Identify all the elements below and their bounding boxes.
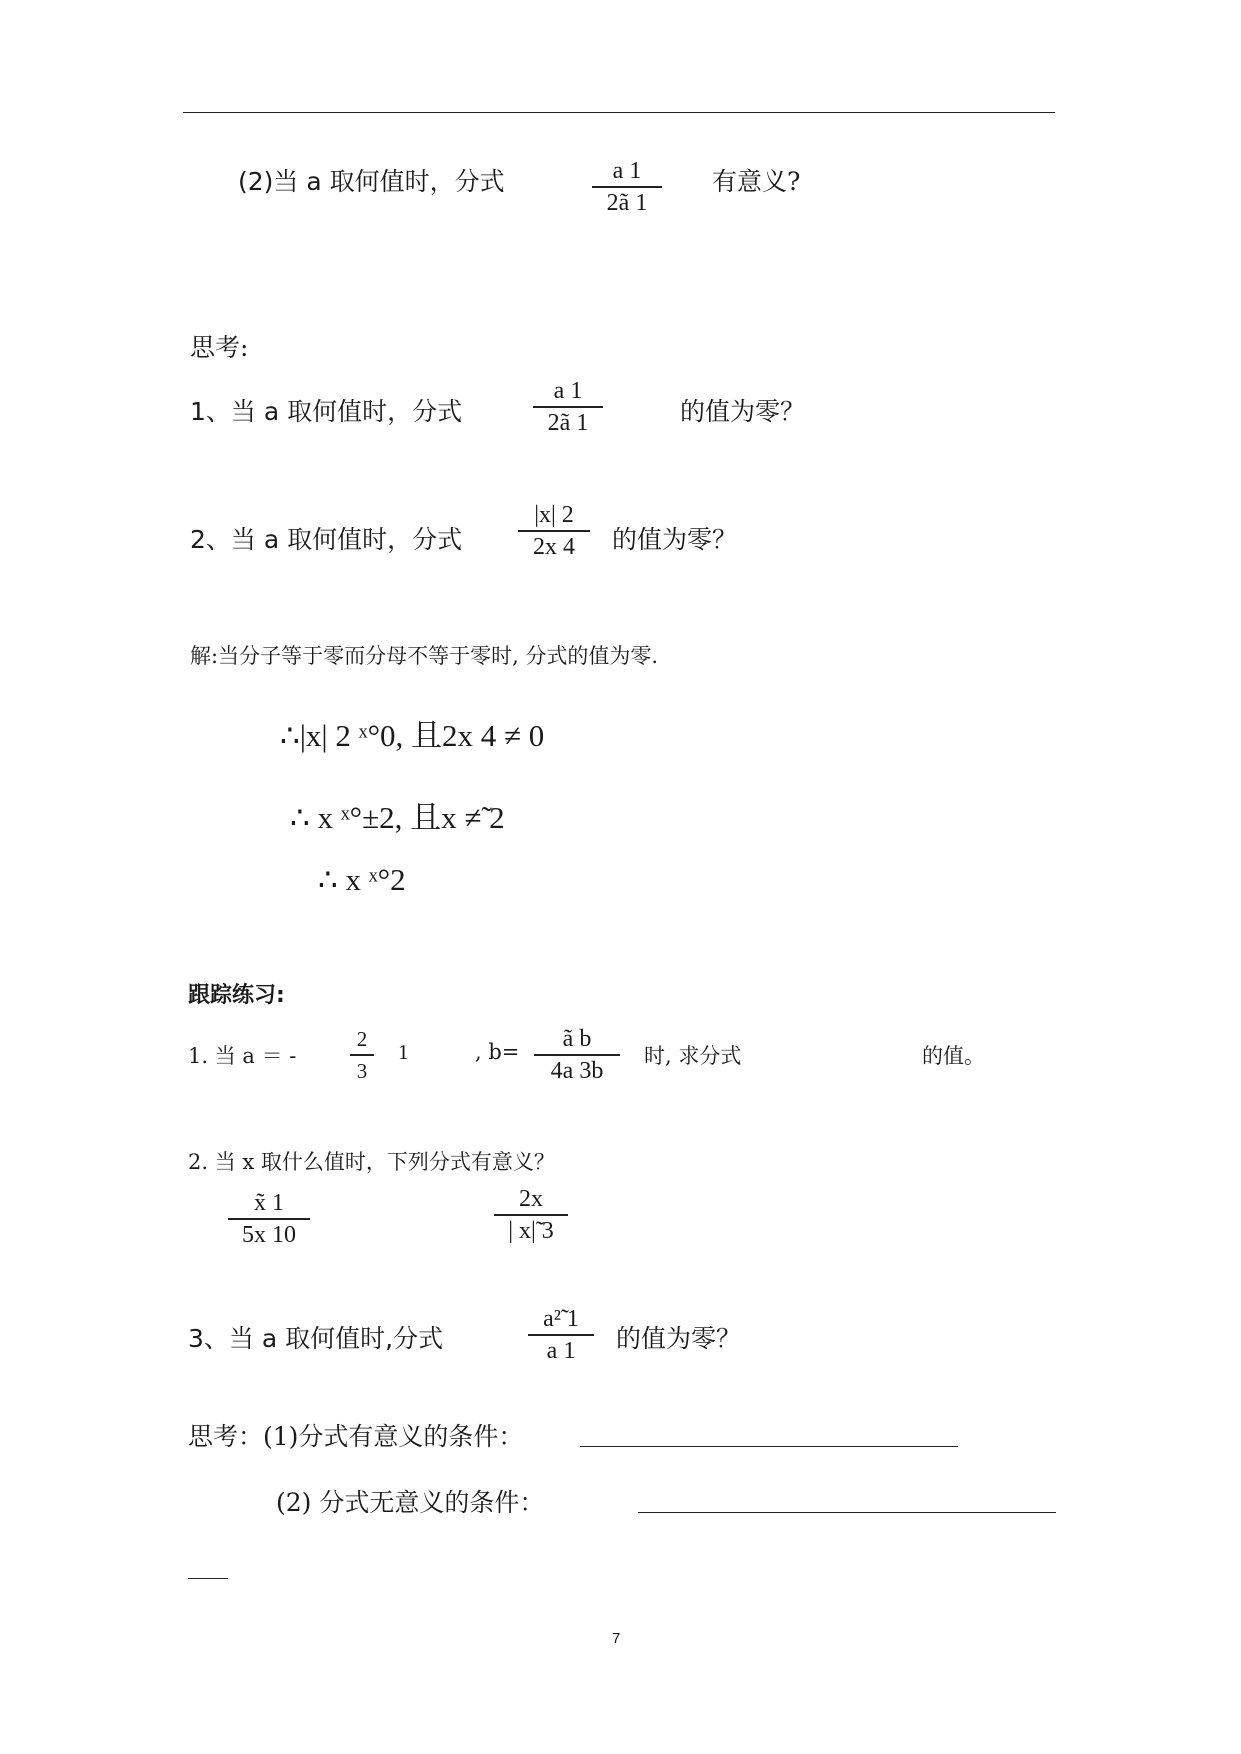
header-rule <box>183 112 1055 113</box>
exercise-3-suffix: 的值为零？ <box>616 1324 742 1353</box>
exercise-2-fraction-2 <box>494 1184 568 1246</box>
exercise-2-fraction-1 <box>228 1188 310 1250</box>
fraction-denominator: | x|̃ 3 <box>508 1217 554 1244</box>
fraction-denominator: 2ã 1 <box>606 189 648 216</box>
question-2-text: (2)当 a 取何值时，分式 <box>238 167 505 196</box>
answer-blank-2[interactable] <box>638 1512 1056 1513</box>
problem-1-text: 1、当 a 取何值时，分式 <box>190 397 463 426</box>
answer-blank-2-continuation[interactable] <box>188 1578 228 1579</box>
fraction-denominator: a 1 <box>546 1337 576 1364</box>
fraction-denominator: 2x 4 <box>533 533 575 560</box>
exercise-1-label: 1. 当 a ＝ - <box>188 1044 297 1068</box>
fraction-numerator: a 1 <box>612 158 642 184</box>
equation-line-1: ∴|x| 2 ˣ°0, 且2x 4 ≠ 0 <box>280 718 545 753</box>
problem-2-fraction <box>518 500 590 562</box>
fraction-numerator: |x| 2 <box>534 502 574 528</box>
exercise-1-b-label: , b= <box>475 1040 520 1064</box>
fraction-denominator: 5x 10 <box>242 1221 296 1248</box>
fraction-denominator: 4a 3b <box>550 1057 604 1084</box>
exercise-1-fraction-a <box>350 1024 374 1086</box>
problem-2-suffix: 的值为零？ <box>612 525 738 554</box>
problem-2-text: 2、当 a 取何值时，分式 <box>190 525 463 554</box>
exercise-1-fraction-b <box>534 1024 620 1086</box>
practice-heading: 跟踪练习: <box>188 983 285 1008</box>
exercise-1-text: 时, 求分式 <box>644 1044 742 1068</box>
think-heading: 思考: <box>190 333 249 362</box>
think-condition-1-label: 思考：(1)分式有意义的条件： <box>188 1422 524 1451</box>
page-number: 7 <box>612 1630 621 1647</box>
equation-line-3: ∴ x ˣ°2 <box>318 862 406 897</box>
exercise-1-suffix: 的值。 <box>922 1044 985 1068</box>
question-2-fraction <box>592 156 662 218</box>
fraction-denominator: 3 <box>356 1058 368 1083</box>
fraction-numerator: 2x <box>519 1186 543 1212</box>
exercise-3-fraction <box>528 1304 594 1366</box>
exercise-2-label: 2. 当 x 取什么值时，下列分式有意义？ <box>188 1150 555 1174</box>
exercise-1-term: 1 <box>398 1040 409 1064</box>
think-condition-2-label: (2) 分式无意义的条件： <box>276 1488 545 1517</box>
question-2-suffix: 有意义? <box>712 167 801 196</box>
fraction-numerator: a²̃ 1 <box>543 1306 579 1332</box>
fraction-numerator: x̃ 1 <box>254 1190 284 1216</box>
answer-blank-1[interactable] <box>580 1446 958 1447</box>
problem-1-suffix: 的值为零？ <box>680 397 806 426</box>
fraction-denominator: 2ã 1 <box>547 409 589 436</box>
exercise-3-text: 3、当 a 取何值时,分式 <box>188 1324 444 1353</box>
equation-line-2: ∴ x ˣ°±2, 且x ≠̃ 2 <box>290 800 505 835</box>
fraction-numerator: ã b <box>562 1026 592 1052</box>
solution-text: 解:当分子等于零而分母不等于零时, 分式的值为零. <box>190 644 659 668</box>
problem-1-fraction <box>533 376 603 438</box>
fraction-numerator: 2 <box>356 1027 368 1051</box>
fraction-numerator: a 1 <box>553 378 583 404</box>
